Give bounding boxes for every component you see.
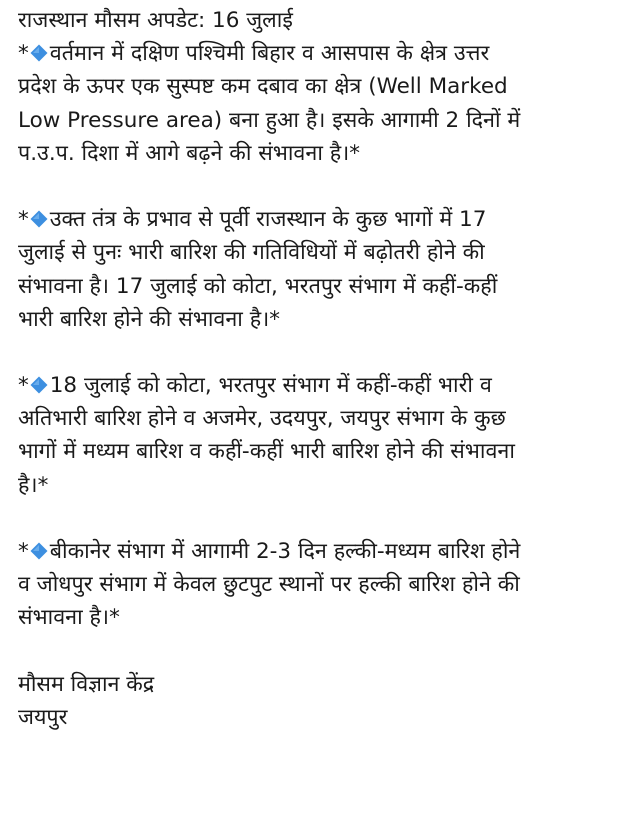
- paragraph-3: [18, 369, 626, 502]
- paragraph-2: [18, 203, 626, 336]
- paragraph-gap: [18, 170, 626, 203]
- paragraph-line: अतिभारी बारिश होने व अजमेर, उदयपुर, जयपुर संभाग के कुछ: [18, 406, 506, 432]
- paragraph-line: Low Pressure area) बना हुआ है। इसके आगामी 2 दिनों में: [18, 107, 521, 133]
- paragraph-gap: [18, 336, 626, 369]
- blue-diamond-icon: [30, 210, 48, 228]
- paragraph-line: संभावना है। 17 जुलाई को कोटा, भरतपुर संभाग में कहीं-कहीं: [18, 273, 498, 299]
- paragraph-1: [18, 37, 626, 170]
- paragraph-line: प.उ.प. दिशा में आगे बढ़ने की संभावना है।*: [18, 140, 361, 166]
- paragraph-line: भारी बारिश होने की संभावना है।*: [18, 306, 281, 332]
- paragraph-line: भागों में मध्यम बारिश व कहीं-कहीं भारी बारिश होने की संभावना: [18, 439, 515, 465]
- update-title: राजस्थान मौसम अपडेट: 16 जुलाई: [18, 8, 293, 33]
- asterisk-marker: *: [18, 207, 29, 233]
- paragraph-line: जुलाई से पुनः भारी बारिश की गतिविधियों में बढ़ोतरी होने की: [18, 240, 485, 266]
- signature-city: जयपुर: [18, 704, 68, 730]
- blue-diamond-icon: [30, 376, 48, 394]
- paragraph-line: प्रदेश के ऊपर एक सुस्पष्ट कम दबाव का क्षेत्र (Well Marked: [18, 74, 508, 100]
- blue-diamond-icon: [30, 542, 48, 560]
- blue-diamond-icon: [30, 44, 48, 62]
- signature-org: मौसम विज्ञान केंद्र: [18, 671, 155, 697]
- paragraph-line: बीकानेर संभाग में आगामी 2-3 दिन हल्की-मध्यम बारिश होने: [49, 539, 521, 564]
- asterisk-marker: *: [18, 539, 29, 564]
- paragraph-line: 18 जुलाई को कोटा, भरतपुर संभाग में कहीं-कहीं भारी व: [49, 373, 492, 399]
- asterisk-marker: *: [18, 373, 29, 399]
- paragraph-line: व जोधपुर संभाग में केवल छुटपुट स्थानों पर हल्की बारिश होने की: [18, 572, 520, 598]
- paragraph-line: है।*: [18, 472, 49, 498]
- paragraph-4: [18, 535, 626, 635]
- asterisk-marker: *: [18, 41, 29, 67]
- paragraph-line: उक्त तंत्र के प्रभाव से पूर्वी राजस्थान के कुछ भागों में 17: [49, 207, 487, 233]
- paragraph-line: संभावना है।*: [18, 605, 120, 631]
- paragraph-gap: [18, 635, 626, 668]
- paragraph-line: वर्तमान में दक्षिण पश्चिमी बिहार व आसपास के क्षेत्र उत्तर: [49, 41, 490, 67]
- paragraph-gap: [18, 502, 626, 535]
